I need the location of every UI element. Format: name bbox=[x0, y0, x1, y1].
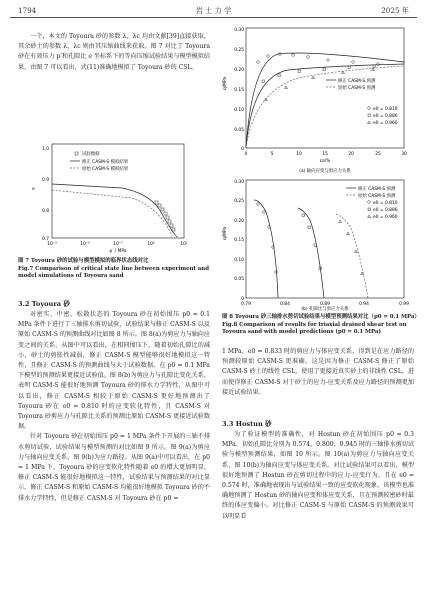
svg-text:e0 = 0.886: e0 = 0.886 bbox=[373, 208, 398, 213]
svg-text:e0 = 0.960: e0 = 0.960 bbox=[373, 215, 398, 220]
svg-text:0.20: 0.20 bbox=[234, 68, 244, 73]
fig8b-legend bbox=[346, 185, 398, 220]
svg-text:15: 15 bbox=[322, 152, 328, 157]
svg-text:修正 CASM-S 预测: 修正 CASM-S 预测 bbox=[358, 187, 396, 192]
section-3-2-title: 3.2 Toyoura 砂 bbox=[18, 300, 70, 308]
svg-text:20: 20 bbox=[348, 152, 354, 157]
fig8b-ylabel: q/MPa bbox=[223, 226, 228, 240]
fig8a-subcaption: (a) 轴向应变与剪应力关系 bbox=[299, 169, 351, 174]
fig8a-points bbox=[257, 53, 380, 101]
svg-text:10⁻³: 10⁻³ bbox=[47, 242, 57, 247]
svg-text:0.05: 0.05 bbox=[234, 128, 244, 133]
svg-text:修正 CASM-S 模拟结果: 修正 CASM-S 模拟结果 bbox=[82, 160, 129, 165]
svg-text:0.99: 0.99 bbox=[399, 302, 409, 307]
svg-text:0.89: 0.89 bbox=[320, 302, 330, 307]
svg-text:0.10: 0.10 bbox=[234, 258, 244, 263]
svg-text:10⁻²: 10⁻² bbox=[80, 242, 90, 247]
svg-text:10: 10 bbox=[296, 152, 302, 157]
fig8a-ylabel: q/MPa bbox=[223, 76, 228, 90]
svg-text:原始 CASM-S 模拟结果: 原始 CASM-S 模拟结果 bbox=[82, 167, 129, 172]
right-body-2: 为了验证模型的准确性，对 Hostun 砂在初始围压 p0 = 0.3 MPa、初始孔隙比分别为 0.574、0.800、0.945 时的三轴排水剪切试验与模型预测结果，如图 10 所示。图 10(a)为剪应力与轴向应变关系，图 10(b)为轴向应变与体应变关系。对比试验结果可以看出，模型很好地预测了 Hostun 砂在剪切过程中的应力-应变行为，且在 e0 = 0.574 时，准确地表现出与试验结果一致的应变软化现象。该模型也准确地预测了 Hostun 砂的轴向应变和体应变关系，且在预测较密砂时最终的体应变偏小。对比修正 CASM-S 与原始 CASM-S 的预测效果可以明显看 bbox=[222, 431, 414, 520]
fig8b-chart bbox=[222, 179, 409, 307]
svg-text:30: 30 bbox=[401, 152, 407, 157]
fig7-chart bbox=[12, 104, 212, 254]
svg-text:修正 CASM-S 预测: 修正 CASM-S 预测 bbox=[338, 79, 376, 84]
fig7-ylabel: e bbox=[32, 187, 35, 192]
svg-text:1.0: 1.0 bbox=[42, 147, 49, 152]
svg-text:0.15: 0.15 bbox=[234, 238, 244, 243]
svg-text:原始 CASM-S 预测: 原始 CASM-S 预测 bbox=[338, 86, 376, 91]
page-number: 1794 bbox=[18, 6, 37, 15]
svg-text:0.84: 0.84 bbox=[280, 302, 290, 307]
svg-text:0.7: 0.7 bbox=[42, 237, 49, 242]
svg-text:10⁻¹: 10⁻¹ bbox=[113, 242, 123, 247]
svg-text:0.15: 0.15 bbox=[234, 88, 244, 93]
fig7-caption: 图 7 Toyoura 砂的试验与模型模拟的临界状态线对比 Fig.7 Comparison of critical state line between experiment and model simulations of Toyoura sand bbox=[18, 258, 209, 280]
svg-text:10⁰: 10⁰ bbox=[147, 242, 155, 247]
svg-text:0: 0 bbox=[244, 152, 248, 157]
journal-title: 岩 土 力 学 bbox=[195, 6, 232, 15]
fig8a-chart bbox=[222, 27, 407, 164]
header-rule bbox=[10, 17, 417, 18]
svg-text:10¹: 10¹ bbox=[180, 242, 188, 247]
svg-text:试验数据: 试验数据 bbox=[82, 152, 100, 157]
section-3-3-title: 3.3 Hostun 砂 bbox=[222, 420, 272, 428]
fig8-caption: 图 8 Toyoura 砂三轴排水剪切试验结果与模型预测结果对比（p0 = 0.1 MPa） Fig.8 Comparison of results for triaxial drained shear test on Toyoura sand with model predictions (p0 = 0.1 MPa) bbox=[222, 314, 420, 336]
svg-text:e0 = 0.886: e0 = 0.886 bbox=[373, 114, 398, 119]
left-body: 对密实、中密、松散状态的 Toyoura 砂在初始围压 p0 = 0.1 MPa 条件下进行了三轴排水剪切试验，试验结果与修正 CASM-S 以及原始 CASM-S 的预测曲线对比如图 8 所示。图 8(a)为剪应力与轴向应变之间的关系，从图中可以看出，在相同围压下，随着初始孔隙比的减小，砂土的剪胀性减弱，修正 CASM-S 模型能够很好地模拟这一特性，且修正 CASM-S 的预测曲线与大于试验数据。在 p0 = 0.1 MPa 下模型的预测结果更接近试验值。图 8(b)为剪应力与孔隙比变化关系，表明 CASM-S 能很好地预测 Toyoura 砂的排水力学特性，从图中可以看出，修正 CASM-S 相较于原始 CASM-S 更好地预测出了 Toyoura 砂在 e0 = 0.810 时的应变软化特性，且 CASM-S 对 Toyoura 砂剪应力与孔隙比关系的预测比原始 CASM-S 更接近试验数据。 针对 Toyoura 砂在初始围压 p0 = 1 MPa 条件下开展的三轴不排水剪切试验，试验结果与模型预测的对比如图 9 所示。图 9(a)为剪应力与轴向应变关系，图 9(b)为应力路径。从图 9(a)中可以看出，在 p0 = 1 MPa 下，Toyoura 砂的应变软化特性随着 e0 的增大更加明显，修正 CASM-S 能很好地模拟这一特性，试验结果与预测结果的对比显示，修正 CASM-S 和原始 CASM-S 均能很好地模拟 Toyoura 砂的不排水力学特性，但是修正 CASM-S 对 Toyoura 砂在 p0 = bbox=[18, 311, 210, 502]
fig7-xlabel: p′ / MPa bbox=[109, 249, 127, 254]
svg-text:0: 0 bbox=[241, 147, 244, 152]
svg-text:0.94: 0.94 bbox=[359, 302, 369, 307]
right-body-1: 1 MPa、e0 = 0.833 时的剪应力与体应变关系，得到是在应力路径的预测较原始 CASM-S 更准确，这是因为修正 CASM-S 修正了原始 CASM-S 砂土的线性 CSL，使用了更接近真实砂土的非线性 CSL，进而使得修正 CASM-S 对于砂土的应力-应变关系及应力路径的预测更加接近试验结果。 bbox=[222, 348, 414, 396]
svg-text:e0 = 0.810: e0 = 0.810 bbox=[373, 201, 398, 206]
intro-paragraph: 一个，本文的 Toyoura 砂的参数 λ、λc 均由文献[39]直接获取，其余砂土的参数 λ、λc 则由其压缩曲线来获取。图 7 对比了 Toyoura 砂在有效压力 p′和孔隙比 e 坐标系下的等向压缩试验结果与模型模拟结果，由图 7 可以看出，式(11)准确地模拟了 Toyoura 砂的 CSL。 bbox=[18, 33, 210, 71]
svg-text:0.30: 0.30 bbox=[234, 180, 244, 185]
figure-7 bbox=[12, 104, 212, 254]
svg-text:e0 = 0.960: e0 = 0.960 bbox=[373, 121, 398, 126]
svg-text:0.25: 0.25 bbox=[234, 199, 244, 204]
svg-text:0.25: 0.25 bbox=[234, 48, 244, 53]
fig7-data-points bbox=[155, 201, 175, 231]
fig8a-legend bbox=[326, 77, 398, 126]
svg-text:0.10: 0.10 bbox=[234, 108, 244, 113]
svg-text:0.05: 0.05 bbox=[234, 277, 244, 282]
fig7-xticks bbox=[47, 241, 188, 247]
svg-text:0.8: 0.8 bbox=[42, 209, 49, 214]
svg-text:25: 25 bbox=[375, 152, 381, 157]
fig8a-xlabel: εa/% bbox=[319, 159, 331, 164]
svg-text:原始 CASM-S 预测: 原始 CASM-S 预测 bbox=[358, 194, 396, 199]
svg-text:0.30: 0.30 bbox=[234, 28, 244, 33]
fig8b-subcaption: (b) 孔隙比与剪应力关系 bbox=[301, 307, 349, 312]
fig7-yticks bbox=[42, 146, 49, 242]
svg-text:e0 = 0.810: e0 = 0.810 bbox=[373, 107, 398, 112]
svg-text:0: 0 bbox=[241, 297, 244, 302]
fig7-legend bbox=[70, 150, 129, 172]
svg-text:0.79: 0.79 bbox=[241, 302, 251, 307]
fig7-original-curve bbox=[52, 190, 172, 236]
figure-8 bbox=[218, 22, 418, 312]
svg-text:0.20: 0.20 bbox=[234, 219, 244, 224]
journal-year: 2025 年 bbox=[381, 6, 409, 15]
svg-text:0.9: 0.9 bbox=[42, 178, 49, 183]
svg-text:5: 5 bbox=[270, 152, 274, 157]
